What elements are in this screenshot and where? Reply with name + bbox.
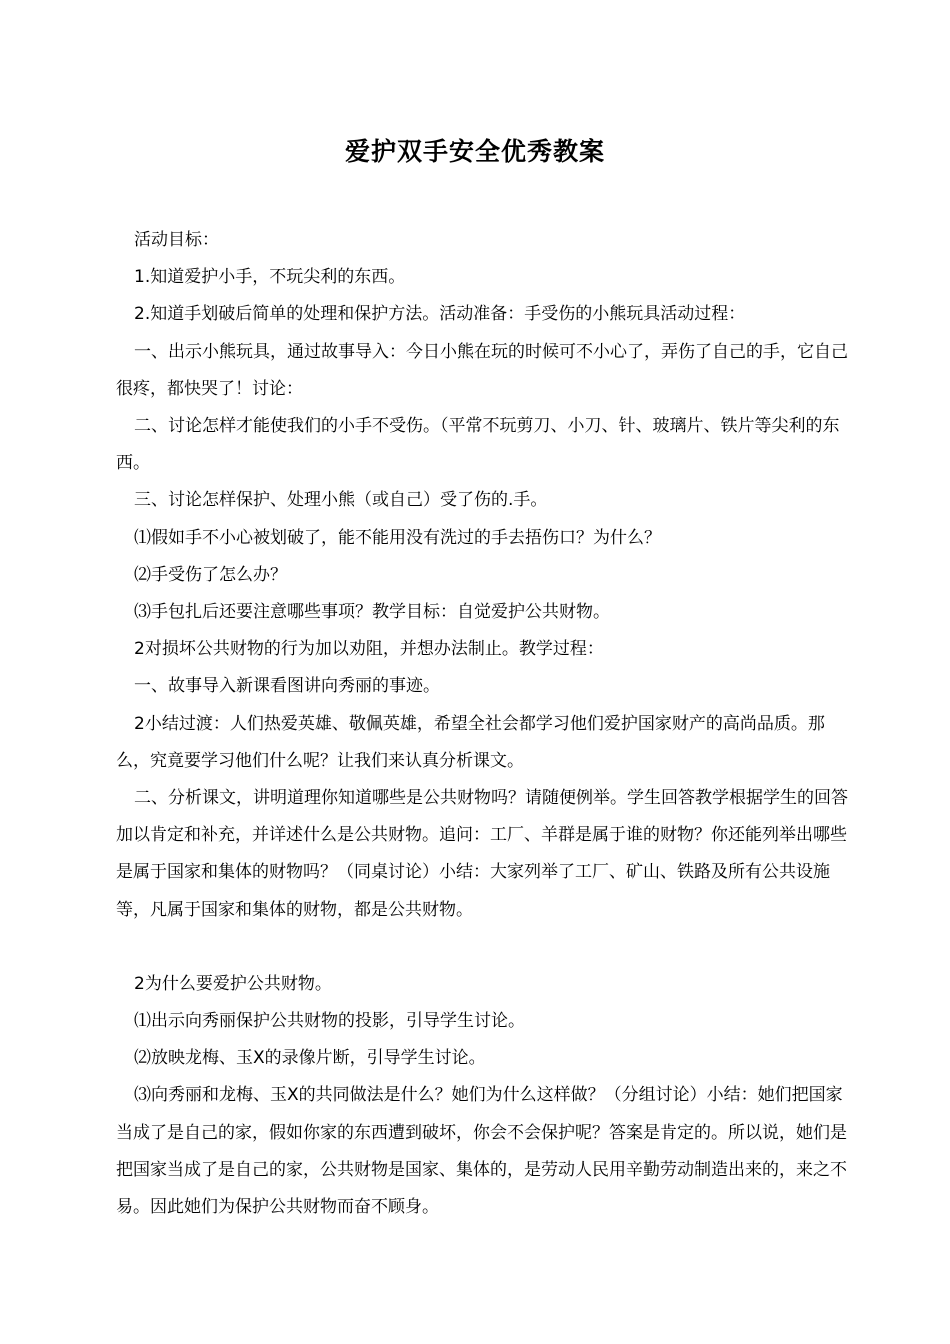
paragraph-question-2: ⑵手受伤了怎么办？ xyxy=(134,564,287,585)
document-title: 爱护双手安全优秀教案 xyxy=(344,137,605,166)
document-body xyxy=(116,222,850,1226)
paragraph-question-1: ⑴假如手不小心被划破了，能不能用没有洗过的手去捂伤口？为什么？ xyxy=(134,527,661,548)
paragraph-story-intro: 一、故事导入新课看图讲向秀丽的事迹。 xyxy=(134,676,440,697)
paragraph-step-2: 二、讨论怎样才能使我们的小手不受伤。（平常不玩剪刀、小刀、针、玻璃片、铁片等尖利的东西。 xyxy=(116,416,840,474)
paragraph-goal-1: 1.知道爱护小手，不玩尖利的东西。 xyxy=(134,267,406,288)
paragraph-teaching-goal-2: 2对损坏公共财物的行为加以劝阻，并想办法制止。教学过程： xyxy=(134,639,604,660)
paragraph-item-1: ⑴出示向秀丽保护公共财物的投影，引导学生讨论。 xyxy=(134,1011,525,1032)
paragraph-item-3: ⑶向秀丽和龙梅、玉X的共同做法是什么？她们为什么这样做？（分组讨论）小结：她们把国家当成了是自己的家，假如你家的东西遭到破坏，你会不会保护呢？答案是肯定的。所以说，她们是把国家当成了是自己的家，公共财物是国家、集体的，是劳动人民用辛勤劳动制造出来的，来之不易。因此她们为保护公共财物而奋不顾身。 xyxy=(116,1085,847,1218)
paragraph-summary-transition: 2小结过渡：人们热爱英雄、敬佩英雄，希望全社会都学习他们爱护国家财产的高尚品质。那么，究竟要学习他们什么呢？让我们来认真分析课文。 xyxy=(116,713,825,771)
paragraph-step-1: 一、出示小熊玩具，通过故事导入：今日小熊在玩的时候可不小心了，弄伤了自己的手，它自己很疼，都快哭了！讨论： xyxy=(116,341,848,399)
paragraph-analysis: 二、分析课文，讲明道理你知道哪些是公共财物吗？请随便例举。学生回答教学根据学生的回答加以肯定和补充，并详述什么是公共财物。追问：工厂、羊群是属于谁的财物？你还能列举出哪些是属于国家和集体的财物吗？（同桌讨论）小结：大家列举了工厂、矿山、铁路及所有公共设施等，凡属于国家和集体的财物，都是公共财物。 xyxy=(116,788,848,920)
paragraph-activity-goals: 活动目标： xyxy=(134,230,219,250)
paragraph-step-3: 三、讨论怎样保护、处理小熊（或自己）受了伤的.手。 xyxy=(134,490,548,511)
paragraph-goal-2: 2.知道手划破后简单的处理和保护方法。活动准备：手受伤的小熊玩具活动过程： xyxy=(134,304,746,325)
paragraph-item-2: ⑵放映龙梅、玉X的录像片断，引导学生讨论。 xyxy=(134,1048,486,1069)
paragraph-question-3: ⑶手包扎后还要注意哪些事项？教学目标：自觉爱护公共财物。 xyxy=(134,602,610,623)
paragraph-why-protect: 2为什么要爱护公共财物。 xyxy=(134,973,332,994)
